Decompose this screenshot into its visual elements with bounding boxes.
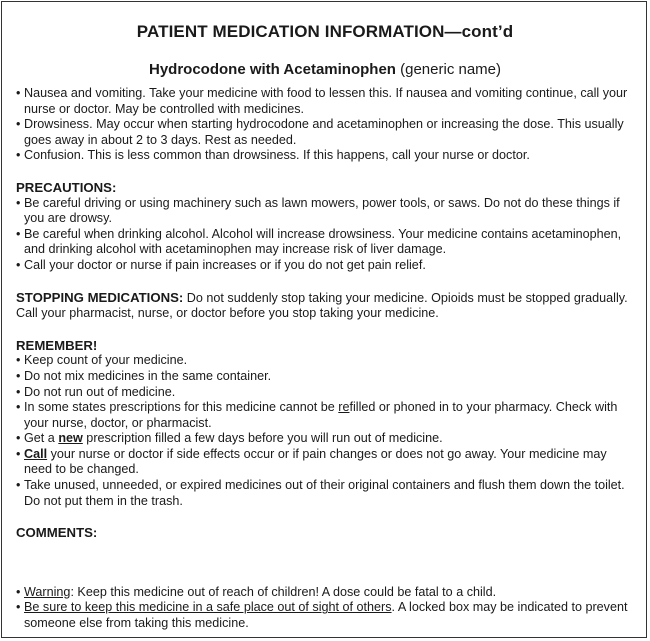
precautions-heading: PRECAUTIONS: (16, 179, 117, 195)
warnings-list (16, 585, 636, 632)
list-item: • Drowsiness. May occur when starting hydrocodone and acetaminophen or increasing the dose. This usually goes away in about 2 to 3 days. Rest as needed. (16, 117, 636, 148)
list-item: • Take unused, unneeded, or expired medicines out of their original containers and flush them down the toilet. Do not put them in the trash. (16, 478, 636, 509)
list-item: • Nausea and vomiting. Take your medicine with food to lessen this. If nausea and vomiting continue, call your nurse or doctor. May be controlled with medicines. (16, 86, 636, 117)
list-item (16, 600, 636, 631)
underlined-text: Be sure to keep this medicine in a safe place out of sight of others (24, 600, 392, 615)
drug-subtitle (0, 61, 650, 78)
list-item (16, 585, 636, 601)
item-text: filled or phoned in to your pharmacy. Check with your nurse, doctor, or pharmacist. (24, 400, 618, 430)
list-item: • Confusion. This is less common than drowsiness. If this happens, call your nurse or doctor. (16, 148, 636, 164)
item-text: . A locked box may be indicated to prevent someone else from taking this medicine. (24, 600, 628, 631)
precautions-list (16, 196, 636, 274)
list-item: • Do not mix medicines in the same container. (16, 369, 636, 385)
list-item (16, 400, 636, 431)
remember-heading: REMEMBER! (16, 337, 98, 353)
underlined-text: Call (24, 446, 48, 461)
item-text: your nurse or doctor if side effects occur or if pain changes or does not go away. Your medicine may need to be changed. (24, 446, 607, 477)
remember-list (16, 353, 636, 509)
item-text: : Keep this medicine out of reach of children! A dose could be fatal to a child. (70, 584, 497, 599)
list-item: • Be careful when drinking alcohol. Alcohol will increase drowsiness. Your medicine contains acetaminophen, and drinking alcohol with acetaminophen may increase risk of liver damage. (16, 227, 636, 258)
drug-generic-label: (generic name) (400, 61, 502, 78)
list-item: • Call your doctor or nurse if pain increases or if you do not get pain relief. (16, 258, 636, 274)
item-text: Get a (24, 431, 59, 446)
page-title: PATIENT MEDICATION INFORMATION—cont’d (136, 22, 514, 41)
list-item: • Be careful driving or using machinery such as lawn mowers, power tools, or saws. Do not do these things if you are drowsy. (16, 196, 636, 227)
underlined-text: Warning (24, 584, 71, 599)
document-body (16, 86, 636, 632)
item-text: In some states prescriptions for this medicine cannot be (24, 400, 339, 415)
comments-heading: COMMENTS: (16, 525, 98, 541)
comments-area (16, 541, 636, 585)
stopping-text: Do not suddenly stop taking your medicine. Opioids must be stopped gradually. Call your pharmacist, nurse, or doctor before you stop taking your medicine. (16, 290, 628, 321)
list-item (16, 431, 636, 447)
drug-name: Hydrocodone with Acetaminophen (148, 61, 396, 78)
underlined-text: new (58, 431, 83, 446)
list-item: • Keep count of your medicine. (16, 353, 636, 369)
underlined-text: re (338, 400, 350, 415)
side-effects-list (16, 86, 636, 164)
list-item (16, 447, 636, 478)
item-text: prescription filled a few days before you will run out of medicine. (82, 431, 443, 446)
stopping-heading: STOPPING MEDICATIONS: (16, 289, 184, 305)
stopping-medications-section (16, 290, 636, 322)
list-item: • Do not run out of medicine. (16, 385, 636, 401)
